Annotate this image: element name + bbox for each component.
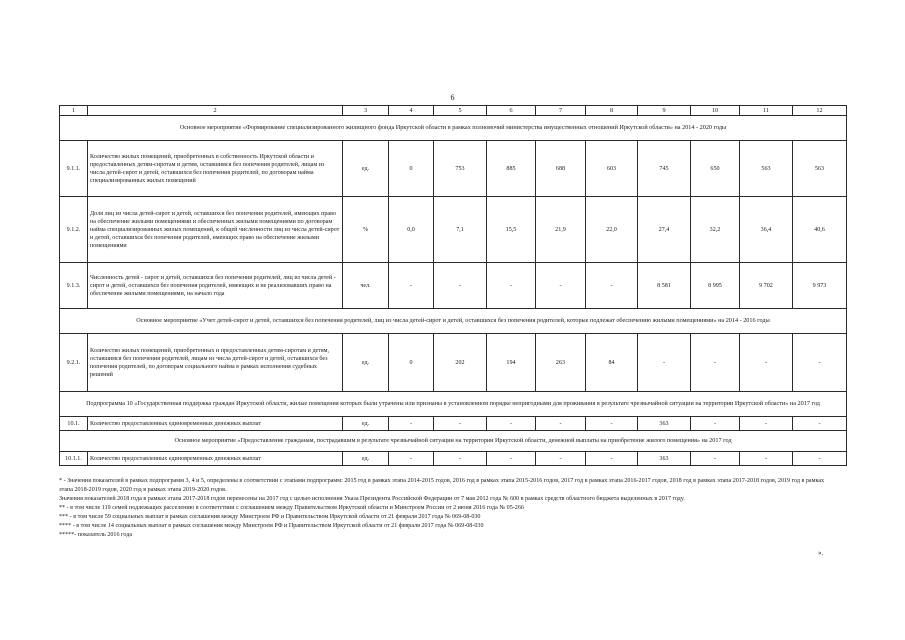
- value-cell: 603: [586, 141, 638, 197]
- value-cell: 27,4: [638, 197, 691, 263]
- column-number-row: [60, 106, 847, 116]
- value-cell: -: [389, 417, 434, 431]
- row-number: 9.1.3.: [60, 263, 88, 309]
- section-row: [60, 431, 847, 452]
- footnote: *** - в том числе 59 социальных выплат в рамках соглашения между Минстроем РФ и Правительством Иркутской области от 21 февраля 2017 года № 069-08-030: [59, 514, 481, 520]
- table-row: [60, 141, 847, 197]
- footnote: **** - в том числе 14 социальных выплат в рамках соглашения между Минстроем РФ и Правительством Иркутской области от 21 февраля 2017 года № 069-08-030: [59, 523, 484, 529]
- column-number: 7: [536, 106, 586, 116]
- unit-cell: ед.: [343, 334, 389, 392]
- value-cell: -: [389, 263, 434, 309]
- value-cell: -: [691, 417, 740, 431]
- value-cell: 650: [691, 141, 740, 197]
- value-cell: 263: [536, 334, 586, 392]
- value-cell: -: [434, 417, 487, 431]
- value-cell: 36,4: [740, 197, 793, 263]
- section-title: Подпрограмма 10 «Государственная поддержка граждан Иркутской области, жилые помещения которых были утрачены или признаны в установленном порядке непригодными для проживания в результате чрезвычайной ситуации на территории Иркутской области» на 2017 год: [60, 392, 847, 417]
- value-cell: 688: [536, 141, 586, 197]
- column-number: 10: [691, 106, 740, 116]
- column-number: 3: [343, 106, 389, 116]
- value-cell: 0: [389, 334, 434, 392]
- table-row: [60, 417, 847, 431]
- value-cell: -: [740, 334, 793, 392]
- unit-cell: ед.: [343, 452, 389, 466]
- unit-cell: %: [343, 197, 389, 263]
- value-cell: 9 702: [740, 263, 793, 309]
- value-cell: 753: [434, 141, 487, 197]
- section-title: Основное мероприятие «Учет детей-сирот и детей, оставшихся без попечения родителей, лиц из числа детей-сирот и детей, оставшихся без попечения родителей, которые подлежат обеспечению жилыми помещениями» на 2014 - 2016 годы: [60, 309, 847, 334]
- section-title: Основное мероприятие «Формирование специализированного жилищного фонда Иркутской области в рамках полномочий министерства имущественных отношений Иркутской области» на 2014 - 2020 годы: [60, 116, 847, 141]
- row-number: 9.1.2.: [60, 197, 88, 263]
- value-cell: -: [536, 452, 586, 466]
- footnotes: [59, 477, 831, 540]
- value-cell: 363: [638, 417, 691, 431]
- page-number: 6: [450, 93, 455, 102]
- value-cell: -: [793, 334, 847, 392]
- value-cell: 84: [586, 334, 638, 392]
- column-number: 4: [389, 106, 434, 116]
- column-number: 11: [740, 106, 793, 116]
- value-cell: -: [536, 263, 586, 309]
- value-cell: -: [740, 452, 793, 466]
- value-cell: 563: [793, 141, 847, 197]
- column-number: 12: [793, 106, 847, 116]
- column-number: 2: [88, 106, 343, 116]
- column-number: 8: [586, 106, 638, 116]
- indicator-name: Доля лиц из числа детей-сирот и детей, оставшихся без попечения родителей, имеющих право на обеспечение жилыми помещениями и обеспеченных жилыми помещениями по договорам найма специализированных жилых помещений, к общей численности лиц из числа детей-сирот и детей, оставшихся без попечения родителей, имеющих право на обеспечение жилыми помещениями: [88, 197, 343, 263]
- value-cell: -: [793, 417, 847, 431]
- indicators-table: [59, 105, 847, 466]
- value-cell: -: [487, 452, 536, 466]
- row-number: 9.1.1.: [60, 141, 88, 197]
- value-cell: -: [389, 452, 434, 466]
- value-cell: -: [586, 263, 638, 309]
- value-cell: -: [586, 417, 638, 431]
- table-row: [60, 334, 847, 392]
- column-number: 1: [60, 106, 88, 116]
- table-row: [60, 197, 847, 263]
- value-cell: -: [740, 417, 793, 431]
- value-cell: 32,2: [691, 197, 740, 263]
- value-cell: 202: [434, 334, 487, 392]
- value-cell: -: [586, 452, 638, 466]
- value-cell: 9 973: [793, 263, 847, 309]
- table-row: [60, 263, 847, 309]
- value-cell: -: [691, 452, 740, 466]
- value-cell: -: [487, 263, 536, 309]
- value-cell: 40,6: [793, 197, 847, 263]
- section-row: [60, 392, 847, 417]
- value-cell: -: [434, 452, 487, 466]
- section-row: [60, 309, 847, 334]
- value-cell: 7,1: [434, 197, 487, 263]
- value-cell: -: [793, 452, 847, 466]
- unit-cell: чел.: [343, 263, 389, 309]
- value-cell: 194: [487, 334, 536, 392]
- value-cell: 563: [740, 141, 793, 197]
- value-cell: 8 995: [691, 263, 740, 309]
- closing-quote-mark: ».: [818, 549, 824, 557]
- column-number: 9: [638, 106, 691, 116]
- value-cell: 15,5: [487, 197, 536, 263]
- footnote: Значения показателей 2018 года в рамках этапа 2017-2018 годов перенесены на 2017 год с целью исполнения Указа Президента Российской Федерации от 7 мая 2012 года № 600 в рамках средств областного бюджета выделенных в 2017 году.: [59, 496, 685, 502]
- value-cell: 885: [487, 141, 536, 197]
- row-number: 10.1.: [60, 417, 88, 431]
- footnote: *****- показатель 2016 года: [59, 532, 133, 538]
- value-cell: -: [536, 417, 586, 431]
- column-number: 5: [434, 106, 487, 116]
- column-number: 6: [487, 106, 536, 116]
- value-cell: 745: [638, 141, 691, 197]
- section-title: Основное мероприятие «Предоставление гражданам, пострадавшим в результате чрезвычайной ситуации на территории Иркутской области, денежной выплаты на приобретение жилого помещения» на 2017 год: [60, 431, 847, 452]
- indicator-name: Количество жилых помещений, приобретенных в собственность Иркутской области и предоставленных детям-сиротам и детям, оставшимся без попечения родителей, лицам из числа детей-сирот и детей, оставшихся без попечения родителей, по договорам найма специализированных жилых помещений: [88, 141, 343, 197]
- indicator-name: Количество жилых помещений, приобретенных и предоставленных детям-сиротам и детям, оставшимся без попечения родителей, лицам из числа детей-сирот и детей, оставшихся без попечения родителей, по договорам социального найма в рамках исполнения судебных решений: [88, 334, 343, 392]
- table-row: [60, 452, 847, 466]
- value-cell: 22,0: [586, 197, 638, 263]
- footnote: * - Значения показателей в рамках подпрограмм 3, 4 и 5, определены в соответствии с этапами подпрограмм: 2015 год в рамках этапа 2014-2015 годов, 2016 год в рамках этапа 2015-2016 годов, 2017 год в рамках этапа 2016-2017 годов, 2018 год в рамках этапа 2017-2018 годов, 2019 год в рамках этапа 2018-2019 годов, 2020 год в рамках этапа 2019-2020 годов.: [59, 478, 825, 493]
- value-cell: -: [638, 334, 691, 392]
- indicator-name: Количество предоставленных единовременных денежных выплат: [88, 452, 343, 466]
- value-cell: 21,9: [536, 197, 586, 263]
- value-cell: 8 581: [638, 263, 691, 309]
- indicator-name: Количество предоставленных единовременных денежных выплат: [88, 417, 343, 431]
- row-number: 10.1.1.: [60, 452, 88, 466]
- value-cell: -: [487, 417, 536, 431]
- footnote: ** - в том числе 119 семей подлежащих расселению в соответствии с соглашением между Правительством Иркутской области и Минстроем России от 2 июня 2016 года № 05-266: [59, 505, 524, 511]
- section-row: [60, 116, 847, 141]
- indicator-name: Численность детей - сирот и детей, оставшихся без попечения родителей, лиц из числа детей - сирот и детей, оставшихся без попечения родителей, имеющих и не реализовавших право на обеспечение жилыми помещениями, на начало года: [88, 263, 343, 309]
- value-cell: 363: [638, 452, 691, 466]
- value-cell: -: [691, 334, 740, 392]
- unit-cell: ед.: [343, 417, 389, 431]
- unit-cell: ед.: [343, 141, 389, 197]
- value-cell: 0,0: [389, 197, 434, 263]
- value-cell: -: [434, 263, 487, 309]
- row-number: 9.2.1.: [60, 334, 88, 392]
- value-cell: 0: [389, 141, 434, 197]
